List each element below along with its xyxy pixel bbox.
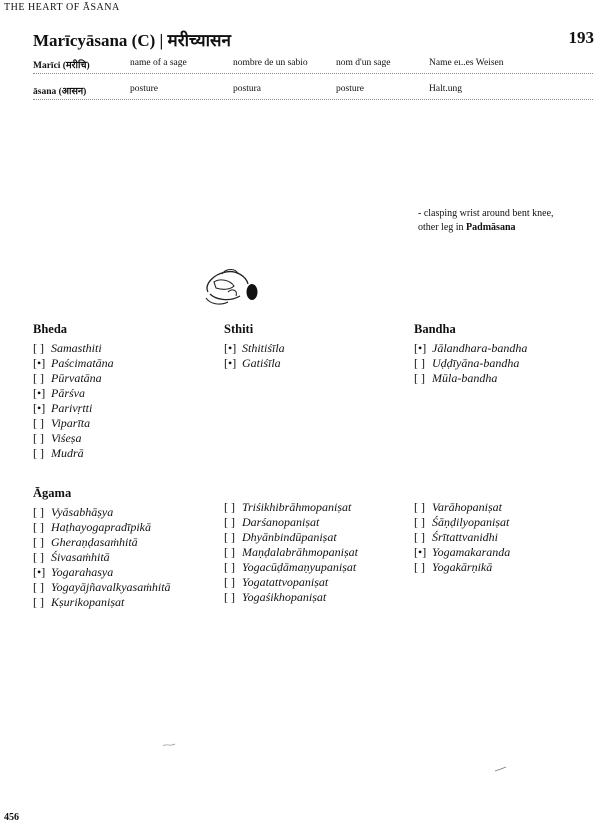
item-name: Kṣurikopaniṣat [51, 595, 125, 609]
item-name: Yogaśikhopaniṣat [242, 590, 327, 604]
list-item [414, 530, 510, 545]
list-item [414, 545, 510, 560]
item-name: Darśanopaniṣat [242, 515, 320, 529]
translation-german: Name eı..es Weisen [429, 58, 504, 68]
list-item [414, 341, 527, 356]
list-item [33, 371, 114, 386]
checkbox-mark: [ ] [33, 595, 44, 609]
checkbox-mark: [ ] [33, 505, 44, 519]
item-name: Yogatattvopaniṣat [242, 575, 329, 589]
bheda-section [33, 322, 114, 461]
item-name: Gheraṇḍasaṁhitā [51, 535, 138, 549]
list-item [33, 416, 114, 431]
sthiti-section [224, 322, 285, 371]
translation-row [33, 84, 593, 104]
list-item [224, 590, 358, 605]
checkbox-mark: [ ] [33, 535, 44, 549]
item-name: Jālandhara-bandha [432, 341, 528, 355]
item-name: Paścimatāna [51, 356, 114, 370]
checkbox-mark: [ ] [224, 500, 235, 514]
list-item [414, 515, 510, 530]
checkbox-mark: [ ] [224, 590, 235, 604]
list-item [414, 371, 527, 386]
checkbox-mark: [•] [33, 401, 46, 415]
checkbox-mark: [ ] [33, 520, 44, 534]
scan-speck [162, 742, 176, 748]
checkbox-mark: [ ] [33, 371, 44, 385]
list-item [224, 560, 358, 575]
checkbox-mark: [ ] [33, 580, 44, 594]
list-item [33, 356, 114, 371]
list-item [224, 515, 358, 530]
agama-column-3 [414, 500, 510, 575]
caption-line [418, 221, 554, 235]
list-item [224, 356, 285, 371]
item-name: Parivṛtti [51, 401, 93, 415]
list-item [414, 500, 510, 515]
caption-text: other leg in [418, 222, 467, 233]
list-item [33, 595, 171, 610]
item-name: Uḍḍīyāna-bandha [432, 356, 520, 370]
item-name: Maṇḍalabrāhmopaniṣat [242, 545, 359, 559]
item-name: Mūla-bandha [432, 371, 498, 385]
item-name: Yogakārṇikā [432, 560, 493, 574]
item-name: Pārśva [51, 386, 85, 400]
checkbox-mark: [•] [33, 386, 46, 400]
item-name: Viparīta [51, 416, 91, 430]
item-name: Yogacūḍāmaṇyupaniṣat [242, 560, 357, 574]
list-item [33, 550, 171, 565]
item-name: Samasthiti [51, 341, 102, 355]
agama-column-2 [224, 500, 358, 605]
folio-number: 456 [4, 812, 19, 823]
item-name: Śāṇḍilyopaniṣat [432, 515, 510, 529]
checkbox-mark: [ ] [414, 356, 425, 370]
item-name: Gatiśīla [242, 356, 281, 370]
checkbox-mark: [ ] [33, 446, 44, 460]
checkbox-mark: [ ] [224, 530, 235, 544]
checkbox-mark: [•] [414, 341, 427, 355]
checkbox-mark: [•] [224, 356, 237, 370]
checkbox-mark: [ ] [414, 371, 425, 385]
list-item [33, 386, 114, 401]
item-name: Śivasaṁhitā [51, 550, 110, 564]
translation-spanish: nombre de un sabio [233, 58, 308, 68]
list-item [224, 500, 358, 515]
item-name: Yogamakaranda [432, 545, 511, 559]
checkbox-mark: [•] [414, 545, 427, 559]
list-item [33, 565, 171, 580]
item-name: Sthitiśīla [242, 341, 285, 355]
checkbox-mark: [ ] [33, 416, 44, 430]
list-item [33, 431, 114, 446]
checkbox-mark: [ ] [33, 341, 44, 355]
item-name: Mudrā [51, 446, 84, 460]
translation-french: posture [336, 84, 364, 94]
pose-caption [418, 207, 554, 235]
list-item [33, 446, 114, 461]
list-item [414, 560, 510, 575]
section-heading: Āgama [33, 486, 72, 500]
item-name: Vyāsabhāṣya [51, 505, 114, 519]
bandha-section [414, 322, 527, 386]
table-divider [33, 73, 593, 74]
translation-french: nom d'un sage [336, 58, 391, 68]
section-heading: Sthiti [224, 322, 254, 336]
checkbox-mark: [•] [33, 356, 46, 370]
checkbox-mark: [ ] [224, 545, 235, 559]
agama-column-1 [33, 505, 171, 610]
item-name: Śrītattvanidhi [432, 530, 498, 544]
checkbox-mark: [ ] [224, 560, 235, 574]
list-item [33, 535, 171, 550]
item-name: Triśikhibrāhmopaniṣat [242, 500, 352, 514]
table-divider [33, 99, 593, 100]
checkbox-mark: [ ] [414, 530, 425, 544]
translation-term: āsana (आसन) [33, 87, 87, 97]
list-item [224, 341, 285, 356]
translation-english: name of a sage [130, 58, 187, 68]
checkbox-mark: [ ] [414, 560, 425, 574]
list-item [224, 530, 358, 545]
list-item [33, 520, 171, 535]
page-title: Marīcyāsana (C) | मरीच्यासन [33, 31, 231, 50]
translation-row [33, 58, 593, 78]
list-item [414, 356, 527, 371]
checkbox-mark: [ ] [33, 550, 44, 564]
item-name: Varāhopaniṣat [432, 500, 503, 514]
translation-term: Marīci (मरीचि) [33, 61, 90, 71]
checkbox-mark: [ ] [414, 515, 425, 529]
section-heading: Bheda [33, 322, 68, 336]
list-item [33, 505, 171, 520]
checkbox-mark: [•] [224, 341, 237, 355]
running-head: THE HEART OF ĀSANA [4, 2, 120, 13]
item-name: Viśeṣa [51, 431, 82, 445]
item-name: Haṭhayogapradīpikā [51, 520, 151, 534]
section-heading: Bandha [414, 322, 456, 336]
list-item [33, 580, 171, 595]
seated-twist-pose-figure-icon [200, 262, 262, 310]
page-number: 193 [568, 28, 594, 47]
translation-spanish: postura [233, 84, 261, 94]
item-name: Yogarahasya [51, 565, 114, 579]
caption-line: - clasping wrist around bent knee, [418, 208, 554, 219]
caption-pose-name: Padmāsana [466, 222, 516, 233]
list-item [33, 401, 114, 416]
checkbox-mark: [•] [33, 565, 46, 579]
item-name: Dhyānbindūpaniṣat [242, 530, 337, 544]
checkbox-mark: [ ] [224, 575, 235, 589]
list-item [33, 341, 114, 356]
scan-speck [494, 766, 508, 772]
translation-german: Halt.ung [429, 84, 462, 94]
checkbox-mark: [ ] [33, 431, 44, 445]
translation-english: posture [130, 84, 158, 94]
item-name: Pūrvatāna [51, 371, 102, 385]
checkbox-mark: [ ] [414, 500, 425, 514]
checkbox-mark: [ ] [224, 515, 235, 529]
item-name: Yogayājñavalkyasaṁhitā [51, 580, 171, 594]
list-item [224, 545, 358, 560]
list-item [224, 575, 358, 590]
